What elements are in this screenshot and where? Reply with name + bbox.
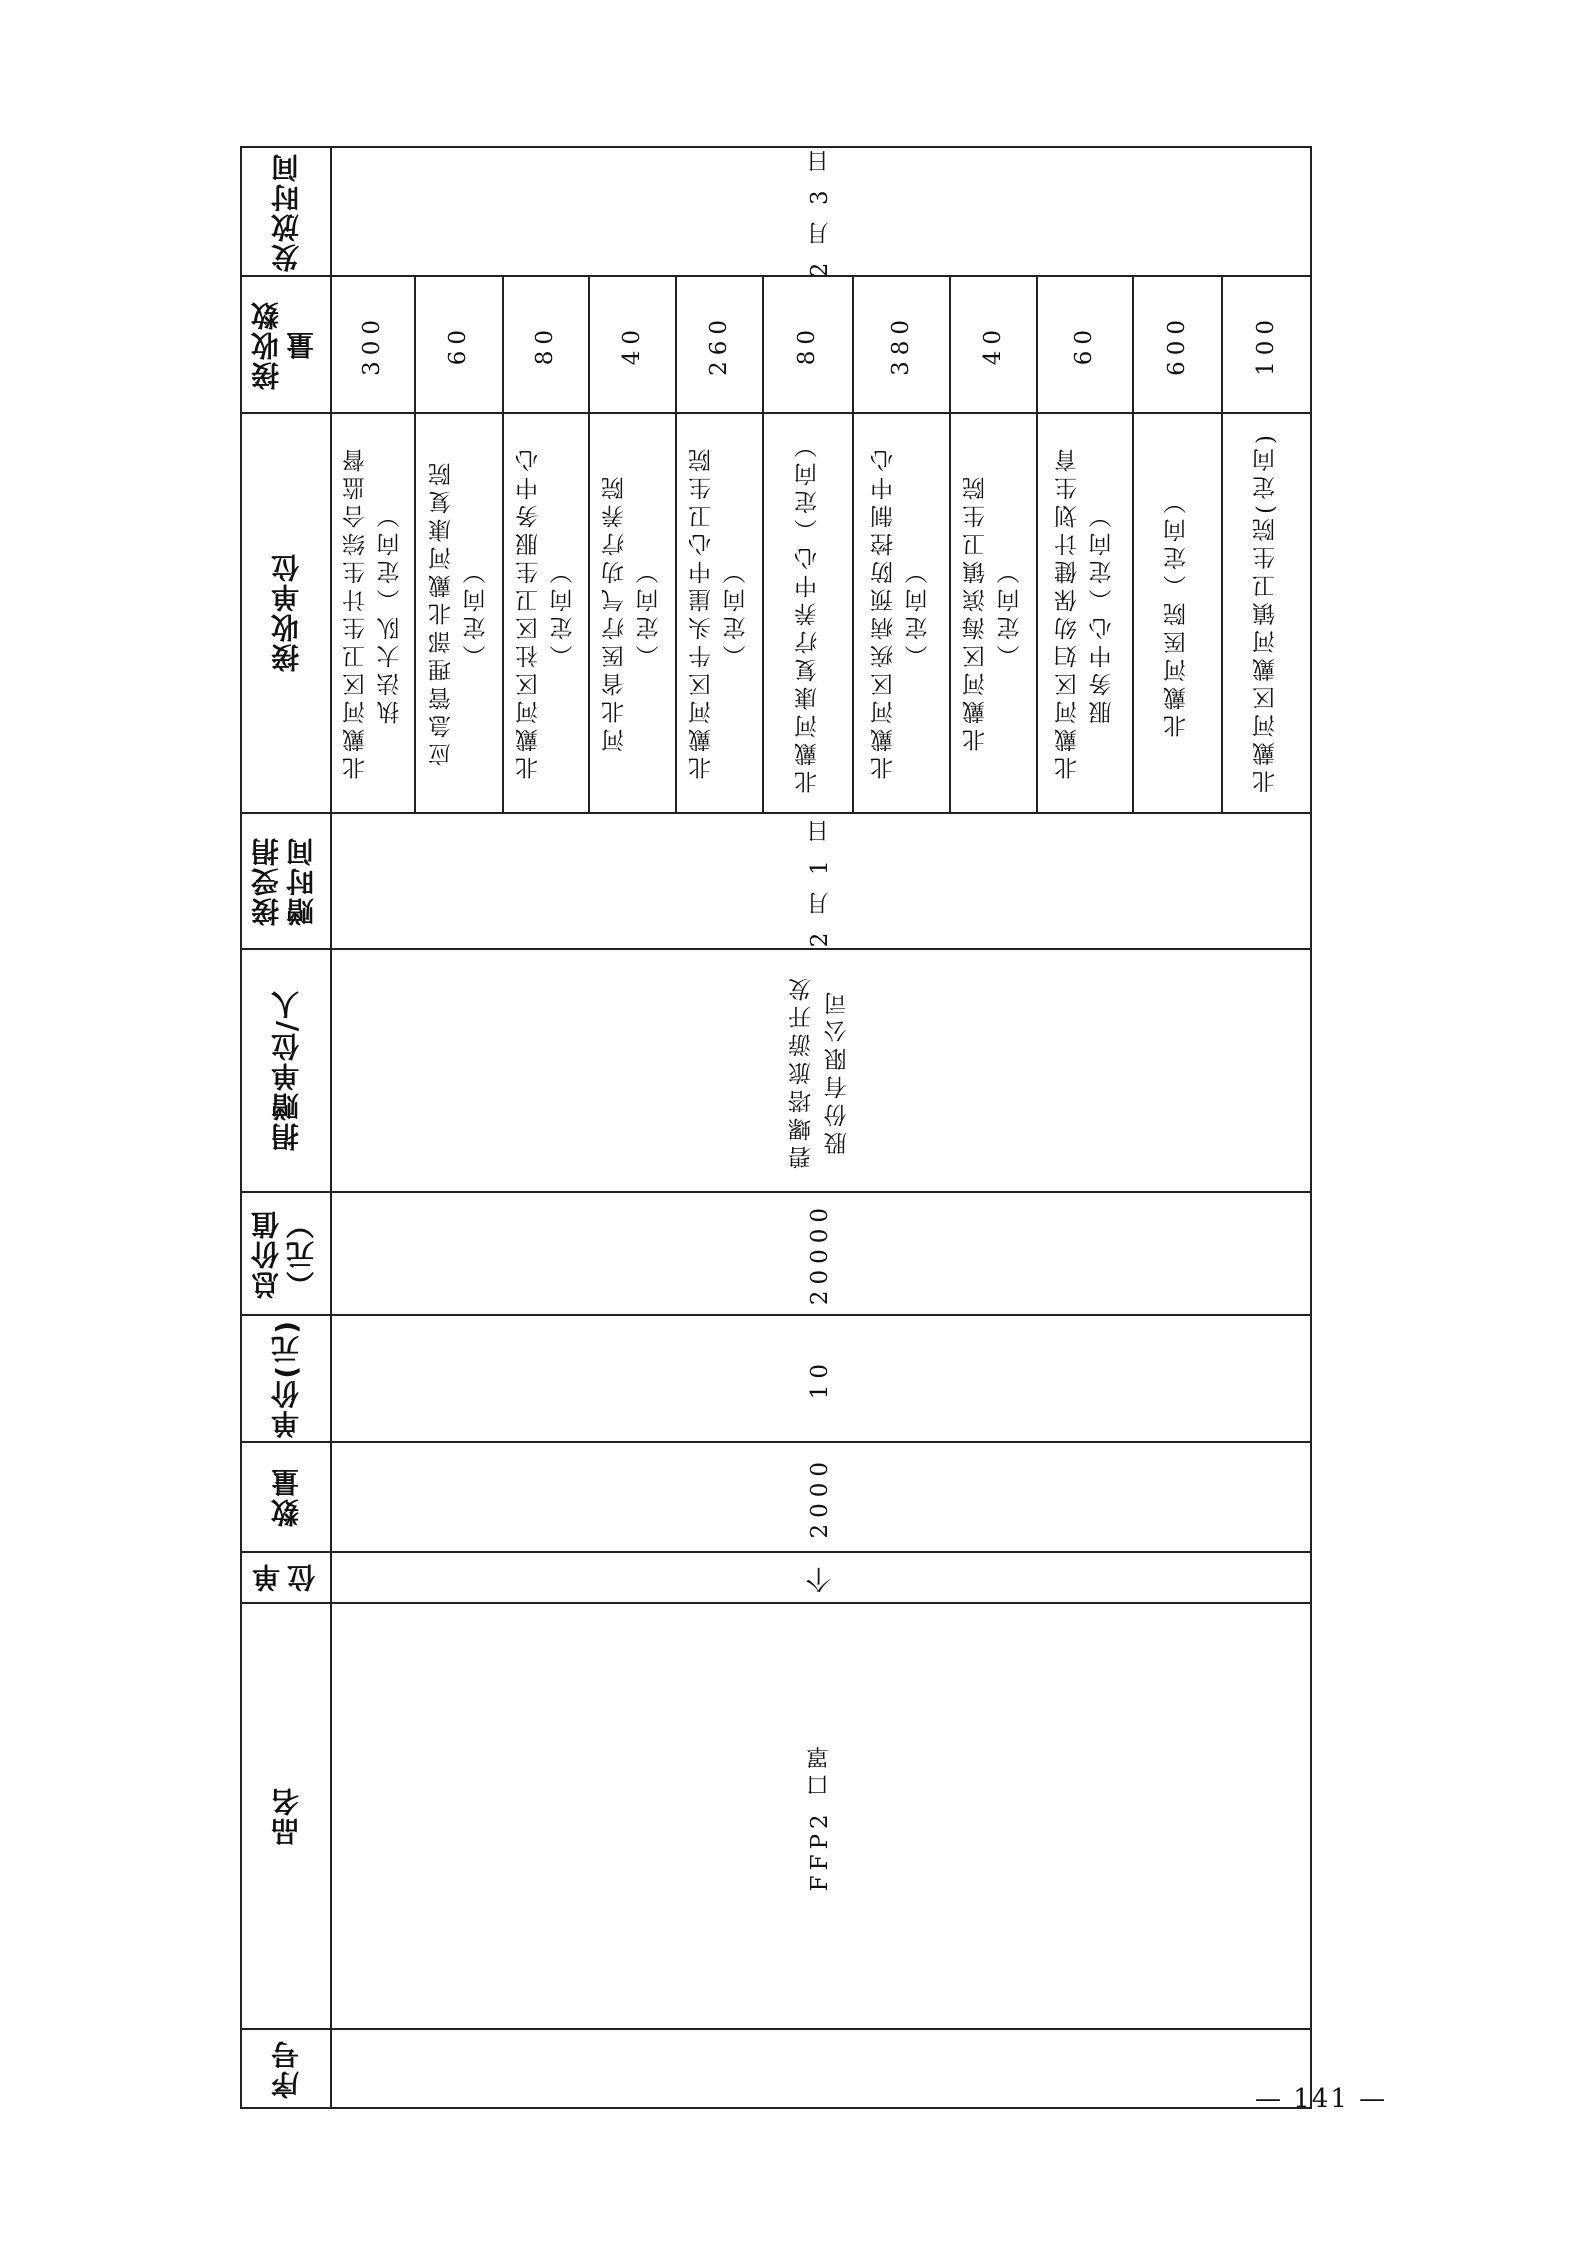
recipient-name-line: （定向）: [550, 556, 576, 668]
recipient-qty-cell: 100: [1252, 313, 1279, 376]
recipient-qty-cell: 80: [794, 323, 821, 366]
recipient-qty-cell: 40: [618, 323, 645, 366]
recipient-name-line: 北戴河区卫生计生综合监督: [342, 444, 369, 780]
recipient-name-line: 北戴河区妇幼保健计划生育: [1054, 444, 1081, 780]
header-recv-time: 接受捐赠时间: [250, 836, 318, 926]
donor-cell: [332, 950, 1310, 1191]
page-number: — 141 —: [1255, 2084, 1388, 2114]
product-cell: FFP2 口罩: [807, 1740, 834, 1892]
recipient-name-cell: [1223, 412, 1310, 812]
recipient-qty-cell: 40: [979, 323, 1006, 366]
donor-line-2: 股份有限公司: [825, 986, 851, 1155]
recipient-separator: [332, 412, 1310, 414]
qty-cell: 2000: [807, 1455, 834, 1539]
recipient-name-line: 北戴河区牛头崖中心卫生院: [689, 444, 715, 780]
unit-price-cell: 10: [807, 1357, 834, 1400]
recipient-name-line: 北戴河区社区卫生服务中心: [515, 444, 542, 780]
recv-time-cell: 2 月 1 日: [807, 814, 834, 948]
header-product: 品名: [269, 1786, 303, 1846]
recipient-name-cell: [332, 412, 414, 812]
recipient-name-cell: [677, 412, 762, 812]
recipient-name-cell: [590, 412, 675, 812]
recipient-name-line: 北戴河康复疗养中心（定向）: [794, 430, 821, 794]
recipient-name-line: 北戴河区海滨镇卫生院: [963, 472, 989, 752]
header-total-value: 总价值（元）: [250, 1208, 318, 1299]
recipient-name-cell: [854, 412, 949, 812]
recipient-qty-cell: 60: [445, 323, 472, 366]
recipient-name-line: （定向）: [636, 556, 663, 668]
dist-time-cell: 2 月 3 日: [807, 145, 834, 278]
recipient-name-cell: [951, 412, 1036, 812]
recipient-qty-cell: 260: [705, 313, 732, 376]
recipient-name-line: （定向）: [905, 556, 932, 668]
recipient-name-line: （定向）: [997, 556, 1024, 668]
recipient-name-line: （定向）: [723, 556, 750, 668]
header-donor: 捐赠单位/人: [269, 989, 303, 1152]
recipient-name-line: 河北省医疗气功疗养院: [602, 472, 628, 752]
header-unit: 单位: [251, 1563, 319, 1592]
recipient-qty-cell: 300: [359, 313, 386, 376]
recipient-qty-cell: 380: [887, 313, 914, 376]
recipient-name-cell: [1134, 412, 1221, 812]
recipient-name-cell: [1038, 412, 1132, 812]
recipient-name-line: 执法大队（定向）: [377, 500, 403, 724]
header-dist-time: 发放时间: [269, 151, 303, 272]
recipient-name-line: 服务中心（定向）: [1089, 500, 1115, 724]
recipient-qty-cell: 60: [1071, 323, 1098, 366]
donor-line-1: 碧螺塔旅游开发: [789, 972, 816, 1169]
recipient-name-line: 应急管理部北戴河康复院: [428, 458, 455, 766]
header-recv-qty: 接收数量: [250, 299, 318, 390]
recipient-qty-cell: 80: [532, 323, 559, 366]
donation-table: [240, 146, 1312, 2109]
header-separator: [242, 412, 332, 414]
recipient-name-line: 北戴河医院（定向）: [1164, 486, 1191, 738]
unit-cell: 个: [805, 1562, 836, 1593]
total-value-cell: 20000: [807, 1201, 834, 1306]
header-unit-price: 单价(元): [269, 1318, 303, 1439]
recipient-name-line: 北戴河区戴河镇卫生院(定向): [1253, 430, 1280, 794]
header-qty: 数量: [269, 1467, 303, 1527]
header-seq: 序号: [269, 2038, 303, 2099]
recipient-qty-cell: 600: [1163, 313, 1190, 376]
recipient-name-cell: [504, 412, 588, 812]
recipient-name-line: （定向）: [463, 556, 489, 668]
seq-cell: [332, 2030, 1310, 2107]
recipient-name-cell: [764, 412, 852, 812]
recipient-name-line: 北戴河区疾病预防控制中心: [871, 444, 897, 780]
header-recipient: 接收单位: [269, 552, 303, 672]
recipient-name-cell: [416, 412, 502, 812]
